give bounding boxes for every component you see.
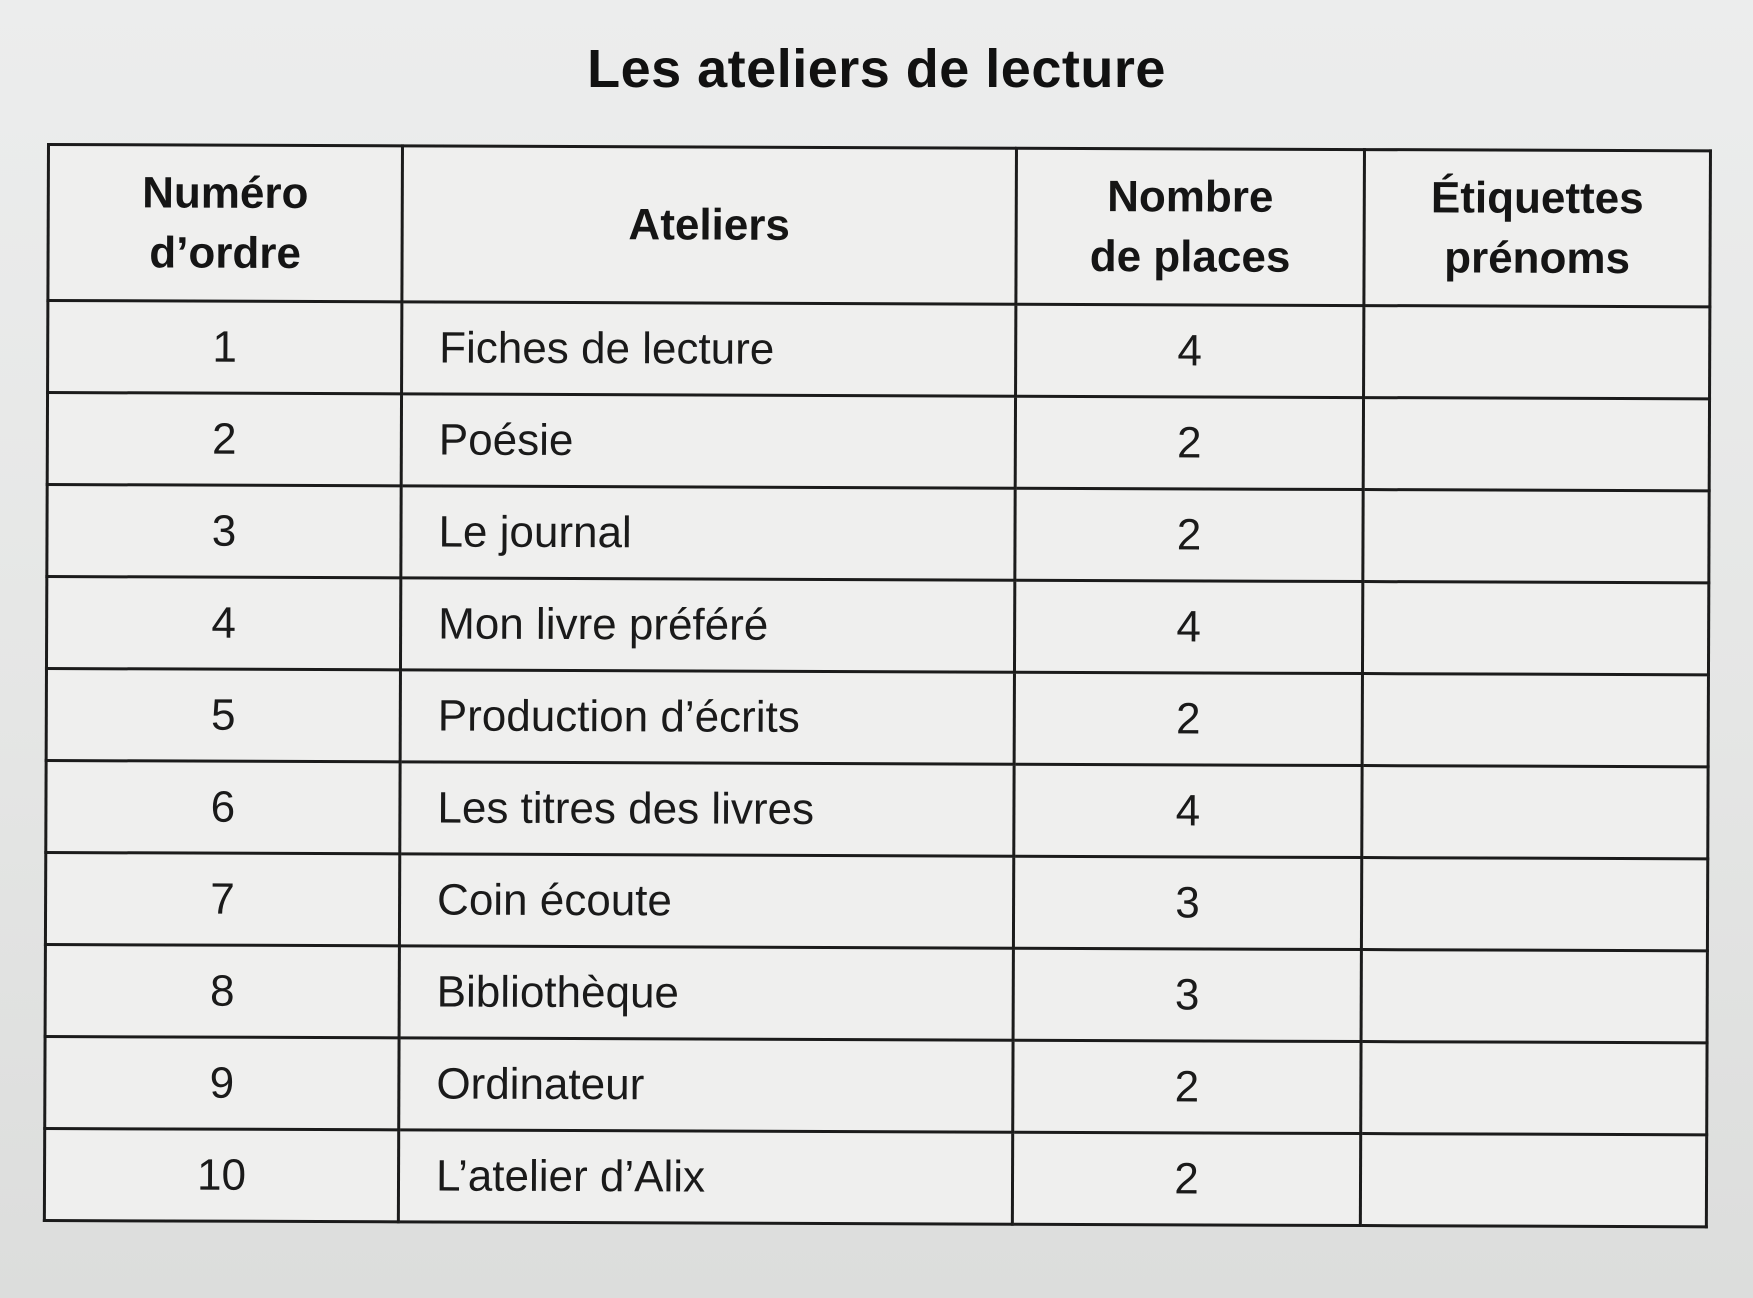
table-row xyxy=(47,485,1709,583)
row-name-label-cell xyxy=(1361,1042,1707,1135)
header-numero-line2: d’ordre xyxy=(149,227,301,278)
header-places-line1: Nombre xyxy=(1107,172,1274,222)
row-workshop-name: L’atelier d’Alix xyxy=(398,1130,1012,1224)
row-name-label-cell xyxy=(1362,582,1708,675)
row-name-label-cell xyxy=(1360,1134,1706,1227)
header-numero-line1: Numéro xyxy=(142,168,309,219)
row-places: 4 xyxy=(1016,304,1364,397)
row-name-label-cell xyxy=(1362,674,1708,767)
header-ateliers-label: Ateliers xyxy=(628,200,790,250)
row-name-label-cell xyxy=(1361,950,1707,1043)
row-number: 5 xyxy=(46,669,400,762)
row-workshop-name: Poésie xyxy=(401,394,1015,488)
workshop-table xyxy=(43,143,1712,1228)
row-workshop-name: Bibliothèque xyxy=(399,946,1013,1040)
row-number: 3 xyxy=(47,485,401,578)
header-etiquettes-line1: Étiquettes xyxy=(1430,173,1644,224)
row-places: 4 xyxy=(1014,764,1362,857)
table-row xyxy=(45,1036,1707,1134)
row-number: 6 xyxy=(46,761,400,854)
row-places: 2 xyxy=(1013,1040,1361,1133)
table-row xyxy=(48,301,1710,399)
row-number: 2 xyxy=(47,393,401,486)
row-name-label-cell xyxy=(1363,490,1709,583)
row-number: 8 xyxy=(45,944,399,1037)
row-places: 2 xyxy=(1012,1132,1360,1225)
row-places: 2 xyxy=(1015,488,1363,581)
table-row xyxy=(45,944,1707,1042)
header-ateliers xyxy=(402,146,1017,304)
page-title: Les ateliers de lecture xyxy=(587,39,1166,99)
row-workshop-name: Le journal xyxy=(401,486,1015,580)
header-places xyxy=(1016,148,1365,305)
row-places: 3 xyxy=(1013,856,1361,949)
row-workshop-name: Production d’écrits xyxy=(400,670,1014,764)
table-row xyxy=(45,853,1707,951)
row-number: 7 xyxy=(45,853,399,946)
row-workshop-name: Fiches de lecture xyxy=(402,302,1016,396)
header-etiquettes xyxy=(1364,150,1711,307)
table-row xyxy=(47,393,1709,491)
table-header-row xyxy=(48,145,1711,307)
table-row xyxy=(46,761,1708,859)
row-places: 4 xyxy=(1014,580,1362,673)
workshop-table-container xyxy=(43,143,1712,1228)
row-name-label-cell xyxy=(1361,858,1707,951)
row-workshop-name: Coin écoute xyxy=(399,854,1013,948)
row-places: 3 xyxy=(1013,948,1361,1041)
row-number: 1 xyxy=(48,301,402,394)
table-row xyxy=(44,1128,1706,1226)
row-places: 2 xyxy=(1015,396,1363,489)
row-number: 4 xyxy=(46,577,400,670)
row-places: 2 xyxy=(1014,672,1362,765)
row-workshop-name: Les titres des livres xyxy=(400,762,1014,856)
row-workshop-name: Ordinateur xyxy=(399,1038,1013,1132)
table-row xyxy=(46,577,1708,675)
row-number: 10 xyxy=(44,1128,398,1221)
row-name-label-cell xyxy=(1362,766,1708,859)
header-places-line2: de places xyxy=(1089,231,1291,282)
row-name-label-cell xyxy=(1363,398,1709,491)
header-etiquettes-line2: prénoms xyxy=(1444,232,1631,283)
row-name-label-cell xyxy=(1364,306,1710,399)
row-workshop-name: Mon livre préféré xyxy=(400,578,1014,672)
table-row xyxy=(46,669,1708,767)
header-numero xyxy=(48,145,403,302)
row-number: 9 xyxy=(45,1036,399,1129)
